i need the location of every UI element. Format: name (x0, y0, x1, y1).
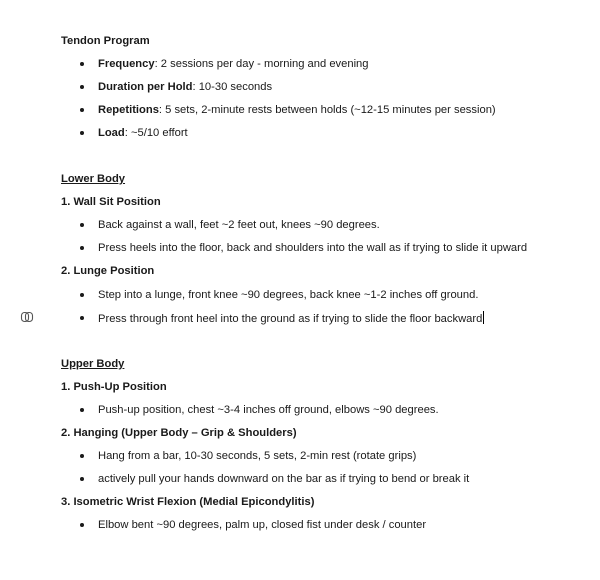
item-label: Frequency (98, 58, 155, 70)
exercise-title: 2. Hanging (Upper Body – Grip & Shoulders) (61, 427, 297, 439)
item-label: Repetitions (98, 104, 159, 116)
bullet-text: Step into a lunge, front knee ~90 degrees, back knee ~1-2 inches off ground. (98, 289, 479, 301)
tendon-program-title: Tendon Program (61, 35, 150, 47)
exercise-title: 1. Wall Sit Position (61, 196, 161, 208)
lower-body-heading: Lower Body (61, 173, 126, 185)
exercise-title: 3. Isometric Wrist Flexion (Medial Epicondylitis) (61, 496, 315, 508)
bullet-icon (80, 85, 84, 89)
item-text: : 2 sessions per day - morning and evening (154, 58, 369, 70)
bullet-icon (80, 408, 84, 412)
item-text: : 10-30 seconds (192, 81, 273, 93)
bullet-text: Hang from a bar, 10-30 seconds, 5 sets, 2-min rest (rotate grips) (98, 450, 417, 462)
bullet-icon (80, 316, 84, 320)
item-label: Load (98, 127, 125, 139)
text-cursor (483, 311, 484, 324)
bullet-icon (80, 523, 84, 527)
bullet-text: Press through front heel into the ground as if trying to slide the floor backward (98, 313, 483, 325)
bullet-text: actively pull your hands downward on the bar as if trying to bend or break it (98, 473, 470, 485)
exercise-title: 2. Lunge Position (61, 265, 155, 277)
bullet-icon (80, 477, 84, 481)
upper-body-heading: Upper Body (61, 358, 125, 370)
item-text: : 5 sets, 2-minute rests between holds (~12-15 minutes per session) (158, 104, 496, 116)
item-label: Duration per Hold (98, 81, 193, 93)
bullet-icon (80, 293, 84, 297)
bullet-icon (80, 62, 84, 66)
copilot-icon[interactable] (20, 310, 34, 324)
bullet-text: Press heels into the floor, back and shoulders into the wall as if trying to slide it upward (98, 242, 528, 254)
bullet-icon (80, 454, 84, 458)
bullet-icon (80, 246, 84, 250)
bullet-icon (80, 223, 84, 227)
bullet-text: Push-up position, chest ~3-4 inches off ground, elbows ~90 degrees. (98, 404, 439, 416)
exercise-title: 1. Push-Up Position (61, 381, 167, 393)
bullet-text: Back against a wall, feet ~2 feet out, knees ~90 degrees. (98, 219, 380, 231)
bullet-icon (80, 108, 84, 112)
bullet-text: Elbow bent ~90 degrees, palm up, closed fist under desk / counter (98, 519, 427, 531)
item-text: : ~5/10 effort (124, 127, 188, 139)
bullet-icon (80, 131, 84, 135)
